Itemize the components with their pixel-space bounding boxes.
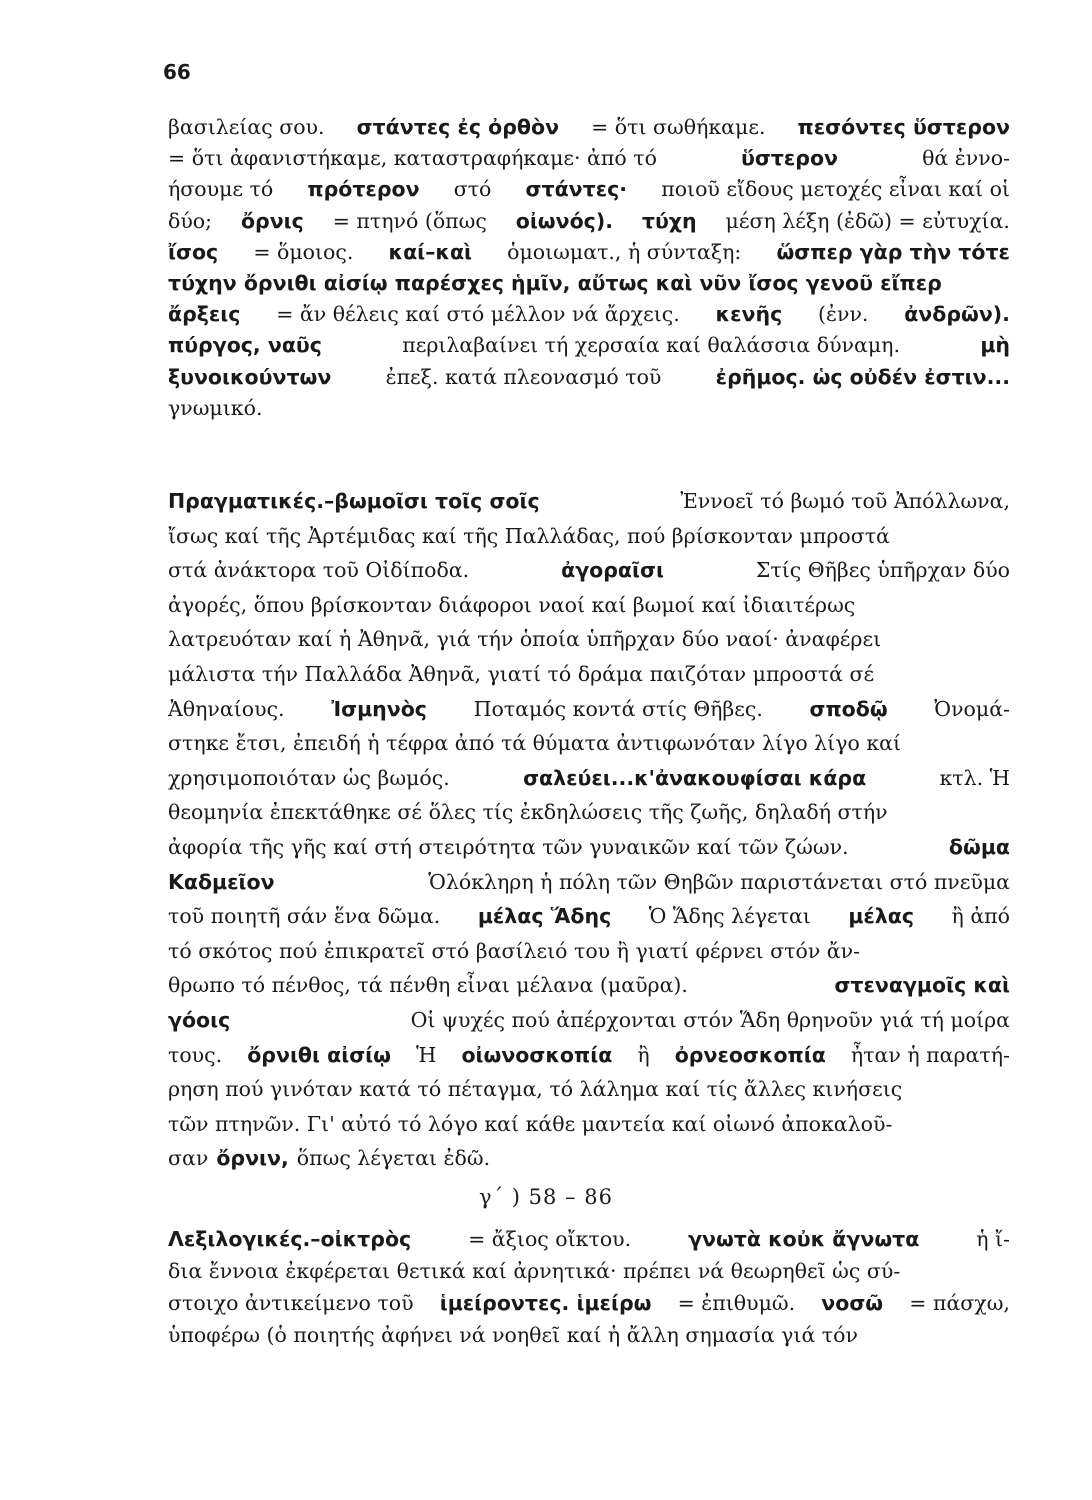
bold-lemma: ὄρνις: [240, 208, 304, 233]
bold-lemma: νοσῶ: [821, 1291, 884, 1315]
text-line: [168, 968, 1010, 1003]
text-run: Ἐννοεῖ τό βωμό τοῦ Ἀπόλλωνα,: [680, 489, 1010, 513]
text-run: = ἄξιος οἴκτου.: [468, 1227, 632, 1251]
text-run: Ἀθηναίους.: [168, 696, 285, 721]
text-line: [168, 393, 1010, 424]
text-run: Στίς Θῆβες ὑπῆρχαν δύο: [755, 558, 1010, 583]
text-line: [168, 934, 1010, 969]
text-line: [168, 622, 1010, 657]
text-run: χρησιμοποιόταν ὡς βωμός.: [168, 765, 450, 790]
text-run: = ἄν θέλεις καί στό μέλλον νά ἄρχεις.: [276, 302, 680, 327]
text-line: [168, 899, 1010, 934]
text-run: περιλαβαίνει τή χερσαία καί θαλάσσια δύναμη.: [402, 333, 900, 358]
text-run: θρωπο τό πένθος, τά πένθη εἶναι μέλανα (μαῦρα).: [168, 973, 688, 998]
text-line: [168, 112, 1010, 143]
text-line: [168, 330, 1010, 361]
text-run: ρηση πού γινόταν κατά τό πέταγμα, τό λάλημα καί τίς ἄλλες κινήσεις: [168, 1077, 903, 1102]
text-run: ἡ ἴ-: [976, 1227, 1010, 1251]
text-run: κτλ. Ἡ: [939, 765, 1010, 790]
text-run: ἢ: [637, 1042, 650, 1067]
commentary-paragraph-pragmatikes: [168, 484, 1010, 1176]
bold-lemma: ξυνοικούντων: [168, 364, 332, 389]
text-run: ἴσως καί τῆς Ἀρτέμιδας καί τῆς Παλλάδας, πού βρίσκονταν μπροστά: [168, 523, 890, 548]
bold-lemma: ἀγοραῖσι: [561, 558, 664, 583]
text-run: στά ἀνάκτορα τοῦ Οἰδίποδα.: [168, 558, 470, 583]
text-line: [168, 795, 1010, 830]
bold-lemma: ὄρνιθι αἰσίῳ: [247, 1042, 391, 1067]
bold-lemma: τύχη: [641, 208, 697, 233]
bold-lemma: στεναγμοῖς καὶ: [834, 973, 1010, 998]
bold-lemma: κενῆς: [715, 302, 783, 327]
text-run: ἐπεξ. κατά πλεονασμό τοῦ: [385, 364, 662, 389]
text-line: [168, 268, 1010, 299]
text-line: [168, 362, 1010, 393]
text-run: ὁμοιωματ., ἡ σύνταξη:: [507, 239, 742, 264]
bold-lemma: Καδμεῖον: [168, 869, 275, 894]
text-line: [168, 553, 1010, 588]
text-run: ὑποφέρω (ὁ ποιητής ἀφήνει νά νοηθεῖ καί ἡ ἄλλη σημασία γιά τόν: [168, 1323, 858, 1347]
text-line: [168, 692, 1010, 727]
text-run: = ὅτι ἀφανιστήκαμε, καταστραφήκαμε· ἀπό τό: [168, 146, 657, 171]
text-line: [168, 174, 1010, 205]
bold-lemma: σποδῷ: [809, 696, 888, 721]
bold-lemma: τύχην ὄρνιθι αἰσίῳ παρέσχες ἡμῖν, αὔτως καὶ νῦν ἴσος γενοῦ εἴπερ: [168, 270, 942, 295]
bold-lemma: σαλεύει...κ'ἀνακουφίσαι κάρα: [523, 765, 867, 790]
text-run: λατρευόταν καί ἡ Ἀθηνᾶ, γιά τήν ὁποία ὑπῆρχαν δύο ναοί· ἀναφέρει: [168, 627, 882, 652]
text-run: Ὁ Ἅδης λέγεται: [648, 904, 811, 929]
section-heading: γ΄ ) 58 – 86: [479, 1185, 613, 1209]
text-run: ἢ ἀπό: [951, 904, 1010, 929]
bold-lemma: γόοις: [168, 1007, 231, 1032]
text-line: [168, 1038, 1010, 1073]
text-run: Ὁλόκληρη ἡ πόλη τῶν Θηβῶν παριστάνεται στό πνεῦμα: [428, 869, 1010, 894]
text-line: [168, 1319, 1010, 1351]
text-run: θά ἐννο-: [922, 146, 1010, 171]
text-line: [168, 143, 1010, 174]
text-line: [168, 830, 1010, 865]
text-line: [168, 588, 1010, 623]
text-run: = ἐπιθυμῶ.: [677, 1291, 796, 1315]
bold-lemma: Ἰσμηνὸς: [331, 696, 427, 721]
text-run: Ποταμός κοντά στίς Θῆβες.: [473, 696, 763, 721]
text-line: [168, 726, 1010, 761]
bold-lemma: οἰωνοσκοπία: [461, 1042, 613, 1067]
text-line: [168, 1255, 1010, 1287]
text-run: στοιχο ἀντικείμενο τοῦ: [168, 1291, 414, 1315]
text-line: [168, 206, 1010, 237]
text-line: [168, 1003, 1010, 1038]
bold-lemma: μέλας Ἅδης: [477, 904, 612, 929]
text-run: στηκε ἔτσι, ἐπειδή ἡ τέφρα ἀπό τά θύματα ἀντιφωνόταν λίγο λίγο καί: [168, 731, 902, 756]
text-run: τους.: [168, 1042, 223, 1067]
text-line: [168, 237, 1010, 268]
text-run: (ἐνν.: [817, 302, 869, 327]
text-run: μέση λέξη (ἐδῶ) = εὐτυχία.: [725, 208, 1010, 233]
bold-lemma: ἀνδρῶν).: [904, 302, 1010, 327]
text-run: δια ἔννοια ἐκφέρεται θετικά καί ἀρνητικά· πρέπει νά θεωρηθεῖ ὡς σύ-: [168, 1259, 901, 1283]
text-line: [168, 484, 1010, 519]
bold-lemma: πρότερον: [307, 177, 420, 202]
commentary-paragraph-1: [168, 112, 1010, 424]
bold-lemma: στάντες·: [525, 177, 628, 202]
text-line: [168, 657, 1010, 692]
text-line: [168, 1223, 1010, 1255]
text-run: Οἱ ψυχές πού ἀπέρχονται στόν Ἅδη θρηνοῦν γιά τή μοίρα: [410, 1007, 1010, 1032]
text-line: [168, 1287, 1010, 1319]
text-run: βασιλείας σου.: [168, 115, 325, 139]
bold-lemma: ἐρῆμος. ὡς οὐδέν ἐστιν...: [715, 364, 1010, 389]
bold-lemma: μέλας: [848, 904, 915, 929]
text-run: = ὅτι σωθήκαμε.: [591, 115, 766, 139]
text-run: ἦταν ἡ παρατή-: [850, 1042, 1010, 1067]
text-run: τῶν πτηνῶν. Γι' αὐτό τό λόγο καί κάθε μαντεία καί οἰωνό ἀποκαλοῦ-: [168, 1111, 893, 1136]
bold-lemma: ὥσπερ γὰρ τὴν τότε: [776, 239, 1010, 264]
text-run: ὅπως λέγεται ἐδῶ.: [296, 1146, 491, 1171]
text-run: ἀγορές, ὅπου βρίσκονταν διάφοροι ναοί καί βωμοί καί ἰδιαιτέρως: [168, 592, 856, 617]
text-line: [168, 299, 1010, 330]
text-line: [168, 761, 1010, 796]
text-run: ποιοῦ εἴδους μετοχές εἶναι καί οἱ: [661, 177, 1010, 202]
text-line: [168, 1141, 1010, 1176]
bold-lemma: πύργος, ναῦς: [168, 333, 322, 358]
commentary-paragraph-lexilogikes: [168, 1223, 1010, 1351]
text-run: τοῦ ποιητῆ σάν ἕνα δῶμα.: [168, 904, 441, 929]
text-run: = πτηνό (ὅπως: [332, 208, 487, 233]
text-run: γνωμικό.: [168, 395, 263, 420]
bold-lemma: πεσόντες ὕστερον: [797, 115, 1010, 139]
text-line: [168, 519, 1010, 554]
bold-lemma: ἱμείροντες. ἱμείρω: [439, 1291, 652, 1315]
bold-lemma: μὴ: [980, 333, 1010, 358]
bold-lemma: Πραγματικές.–βωμοῖσι τοῖς σοῖς: [168, 489, 540, 513]
text-run: μάλιστα τήν Παλλάδα Ἀθηνᾶ, γιατί τό δράμα παιζόταν μπροστά σέ: [168, 661, 875, 686]
bold-lemma: ὕστερον: [740, 146, 839, 171]
text-run: τό σκότος πού ἐπικρατεῖ στό βασίλειό του ἢ γιατί φέρνει στόν ἄν-: [168, 938, 861, 963]
bold-lemma: ἄρξεις: [168, 302, 241, 327]
text-run: σαν: [168, 1146, 209, 1171]
text-run: Ἡ: [416, 1042, 437, 1067]
bold-lemma: γνωτὰ κοὐκ ἄγνωτα: [688, 1227, 920, 1251]
text-run: στό: [453, 177, 492, 202]
text-run: δύο;: [168, 208, 213, 233]
text-run: θεομηνία ἐπεκτάθηκε σέ ὅλες τίς ἐκδηλώσεις τῆς ζωῆς, δηλαδή στήν: [168, 800, 888, 825]
text-run: = πάσχω,: [909, 1291, 1010, 1315]
bold-lemma: ὄρνιν,: [216, 1146, 289, 1171]
bold-lemma: στάντες ἐς ὀρθὸν: [356, 115, 560, 139]
text-line: [168, 1072, 1010, 1107]
bold-lemma: Λεξιλογικές.–οἰκτρὸς: [168, 1227, 412, 1251]
text-run: ἀφορία τῆς γῆς καί στή στειρότητα τῶν γυναικῶν καί τῶν ζώων.: [168, 834, 849, 859]
text-line: [168, 1107, 1010, 1142]
text-line: [168, 865, 1010, 900]
text-run: = ὅμοιος.: [253, 239, 354, 264]
text-run: ήσουμε τό: [168, 177, 274, 202]
bold-lemma: ὀρνεοσκοπία: [674, 1042, 826, 1067]
page-number: 66: [163, 60, 191, 84]
bold-lemma: οἰωνός).: [515, 208, 613, 233]
bold-lemma: δῶμα: [948, 834, 1010, 859]
text-run: Ὀνομά-: [934, 696, 1010, 721]
bold-lemma: ἴσος: [168, 239, 219, 264]
bold-lemma: καί–καὶ: [388, 239, 473, 264]
